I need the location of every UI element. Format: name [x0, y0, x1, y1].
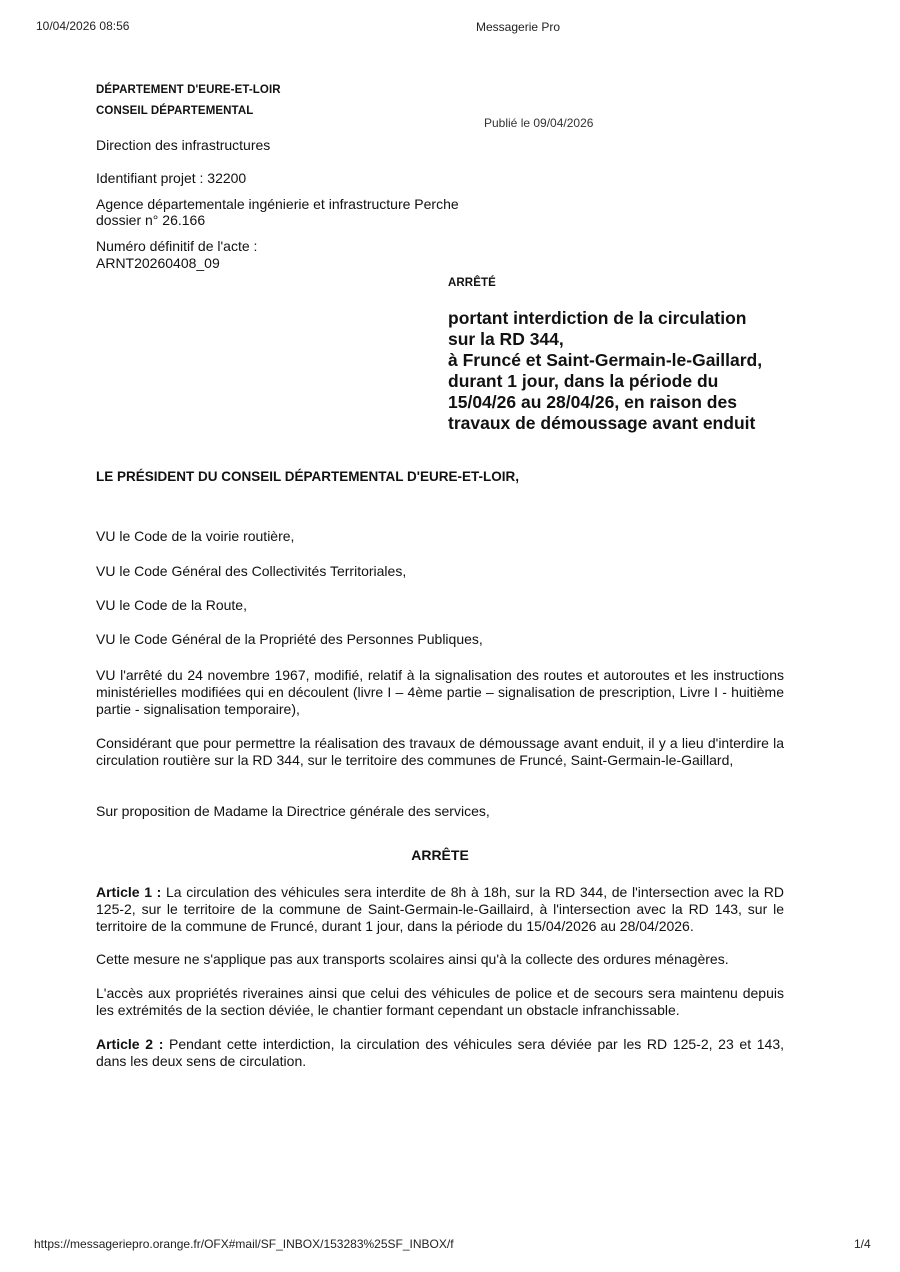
- president-heading: LE PRÉSIDENT DU CONSEIL DÉPARTEMENTAL D'EURE-ET-LOIR,: [96, 469, 519, 484]
- agency-line: Agence départementale ingénierie et infrastructure Perche: [96, 196, 459, 212]
- vu-arrete-1967: VU l'arrêté du 24 novembre 1967, modifié, relatif à la signalisation des routes et autoroutes et les instructions ministérielles modifiées qui en découlent (livre I – 4ème partie – signalisation de prescription, Livre I - huitième partie - signalisation temporaire),: [96, 667, 784, 717]
- decree-title-line: 15/04/26 au 28/04/26, en raison des: [448, 392, 737, 412]
- access-paragraph: L'accès aux propriétés riveraines ainsi que celui des véhicules de police et de secours sera maintenu depuis les extrémités de la section déviée, le chantier formant cependant un obstacle infranchissable.: [96, 985, 784, 1018]
- act-number-value: ARNT20260408_09: [96, 255, 220, 271]
- decree-title-line: travaux de démoussage avant enduit: [448, 413, 756, 433]
- project-id: Identifiant projet : 32200: [96, 170, 247, 186]
- published-date: Publié le 09/04/2026: [484, 116, 594, 130]
- article-2-label: Article 2 :: [96, 1036, 164, 1052]
- act-number-label: Numéro définitif de l'acte :: [96, 238, 258, 254]
- article-2: [96, 1036, 784, 1070]
- measure-paragraph: Cette mesure ne s'applique pas aux transports scolaires ainsi qu'à la collecte des ordures ménagères.: [96, 951, 729, 967]
- decree-title-line: durant 1 jour, dans la période du: [448, 371, 719, 391]
- decree-kind: ARRÊTÉ: [448, 277, 496, 289]
- vu-route: VU le Code de la Route,: [96, 597, 247, 613]
- arrete-heading: ARRÊTE: [411, 847, 469, 863]
- dossier-number: dossier n° 26.166: [96, 212, 206, 228]
- page-number: 1/4: [854, 1237, 871, 1251]
- department-name: DÉPARTEMENT D'EURE-ET-LOIR: [96, 84, 281, 96]
- council-name: CONSEIL DÉPARTEMENTAL: [96, 105, 254, 117]
- print-datetime: 10/04/2026 08:56: [36, 19, 130, 33]
- decree-title: [448, 308, 868, 434]
- article-1: [96, 884, 784, 935]
- decree-title-line: portant interdiction de la circulation: [448, 308, 747, 328]
- vu-cgct: VU le Code Général des Collectivités Territoriales,: [96, 563, 407, 579]
- vu-voirie: VU le Code de la voirie routière,: [96, 528, 295, 544]
- print-url: https://messageriepro.orange.fr/OFX#mail/SF_INBOX/153283%25SF_INBOX/f: [34, 1237, 454, 1251]
- decree-title-line: sur la RD 344,: [448, 329, 564, 349]
- article-1-label: Article 1 :: [96, 884, 162, 900]
- article-1-text: La circulation des véhicules sera interdite de 8h à 18h, sur la RD 344, de l'intersection avec la RD 125-2, sur le territoire de la commune de Saint-Germain-le-Gaillaird, à l'intersection avec la RD 143, sur le territoire de la commune de Fruncé, durant 1 jour, dans la période du 15/04/2026 au 28/04/2026.: [96, 884, 784, 934]
- vu-cgppp: VU le Code Général de la Propriété des Personnes Publiques,: [96, 631, 483, 647]
- direction-line: Direction des infrastructures: [96, 137, 271, 153]
- decree-title-line: à Fruncé et Saint-Germain-le-Gaillard,: [448, 350, 763, 370]
- print-app-title: Messagerie Pro: [476, 20, 561, 34]
- proposition-line: Sur proposition de Madame la Directrice générale des services,: [96, 803, 490, 819]
- article-2-text: Pendant cette interdiction, la circulation des véhicules sera déviée par les RD 125-2, 23 et 143, dans les deux sens de circulation.: [96, 1036, 784, 1069]
- considerant-paragraph: Considérant que pour permettre la réalisation des travaux de démoussage avant enduit, il y a lieu d'interdire la circulation routière sur la RD 344, sur le territoire des communes de Fruncé, Saint-Germain-le-Gaillard,: [96, 735, 784, 768]
